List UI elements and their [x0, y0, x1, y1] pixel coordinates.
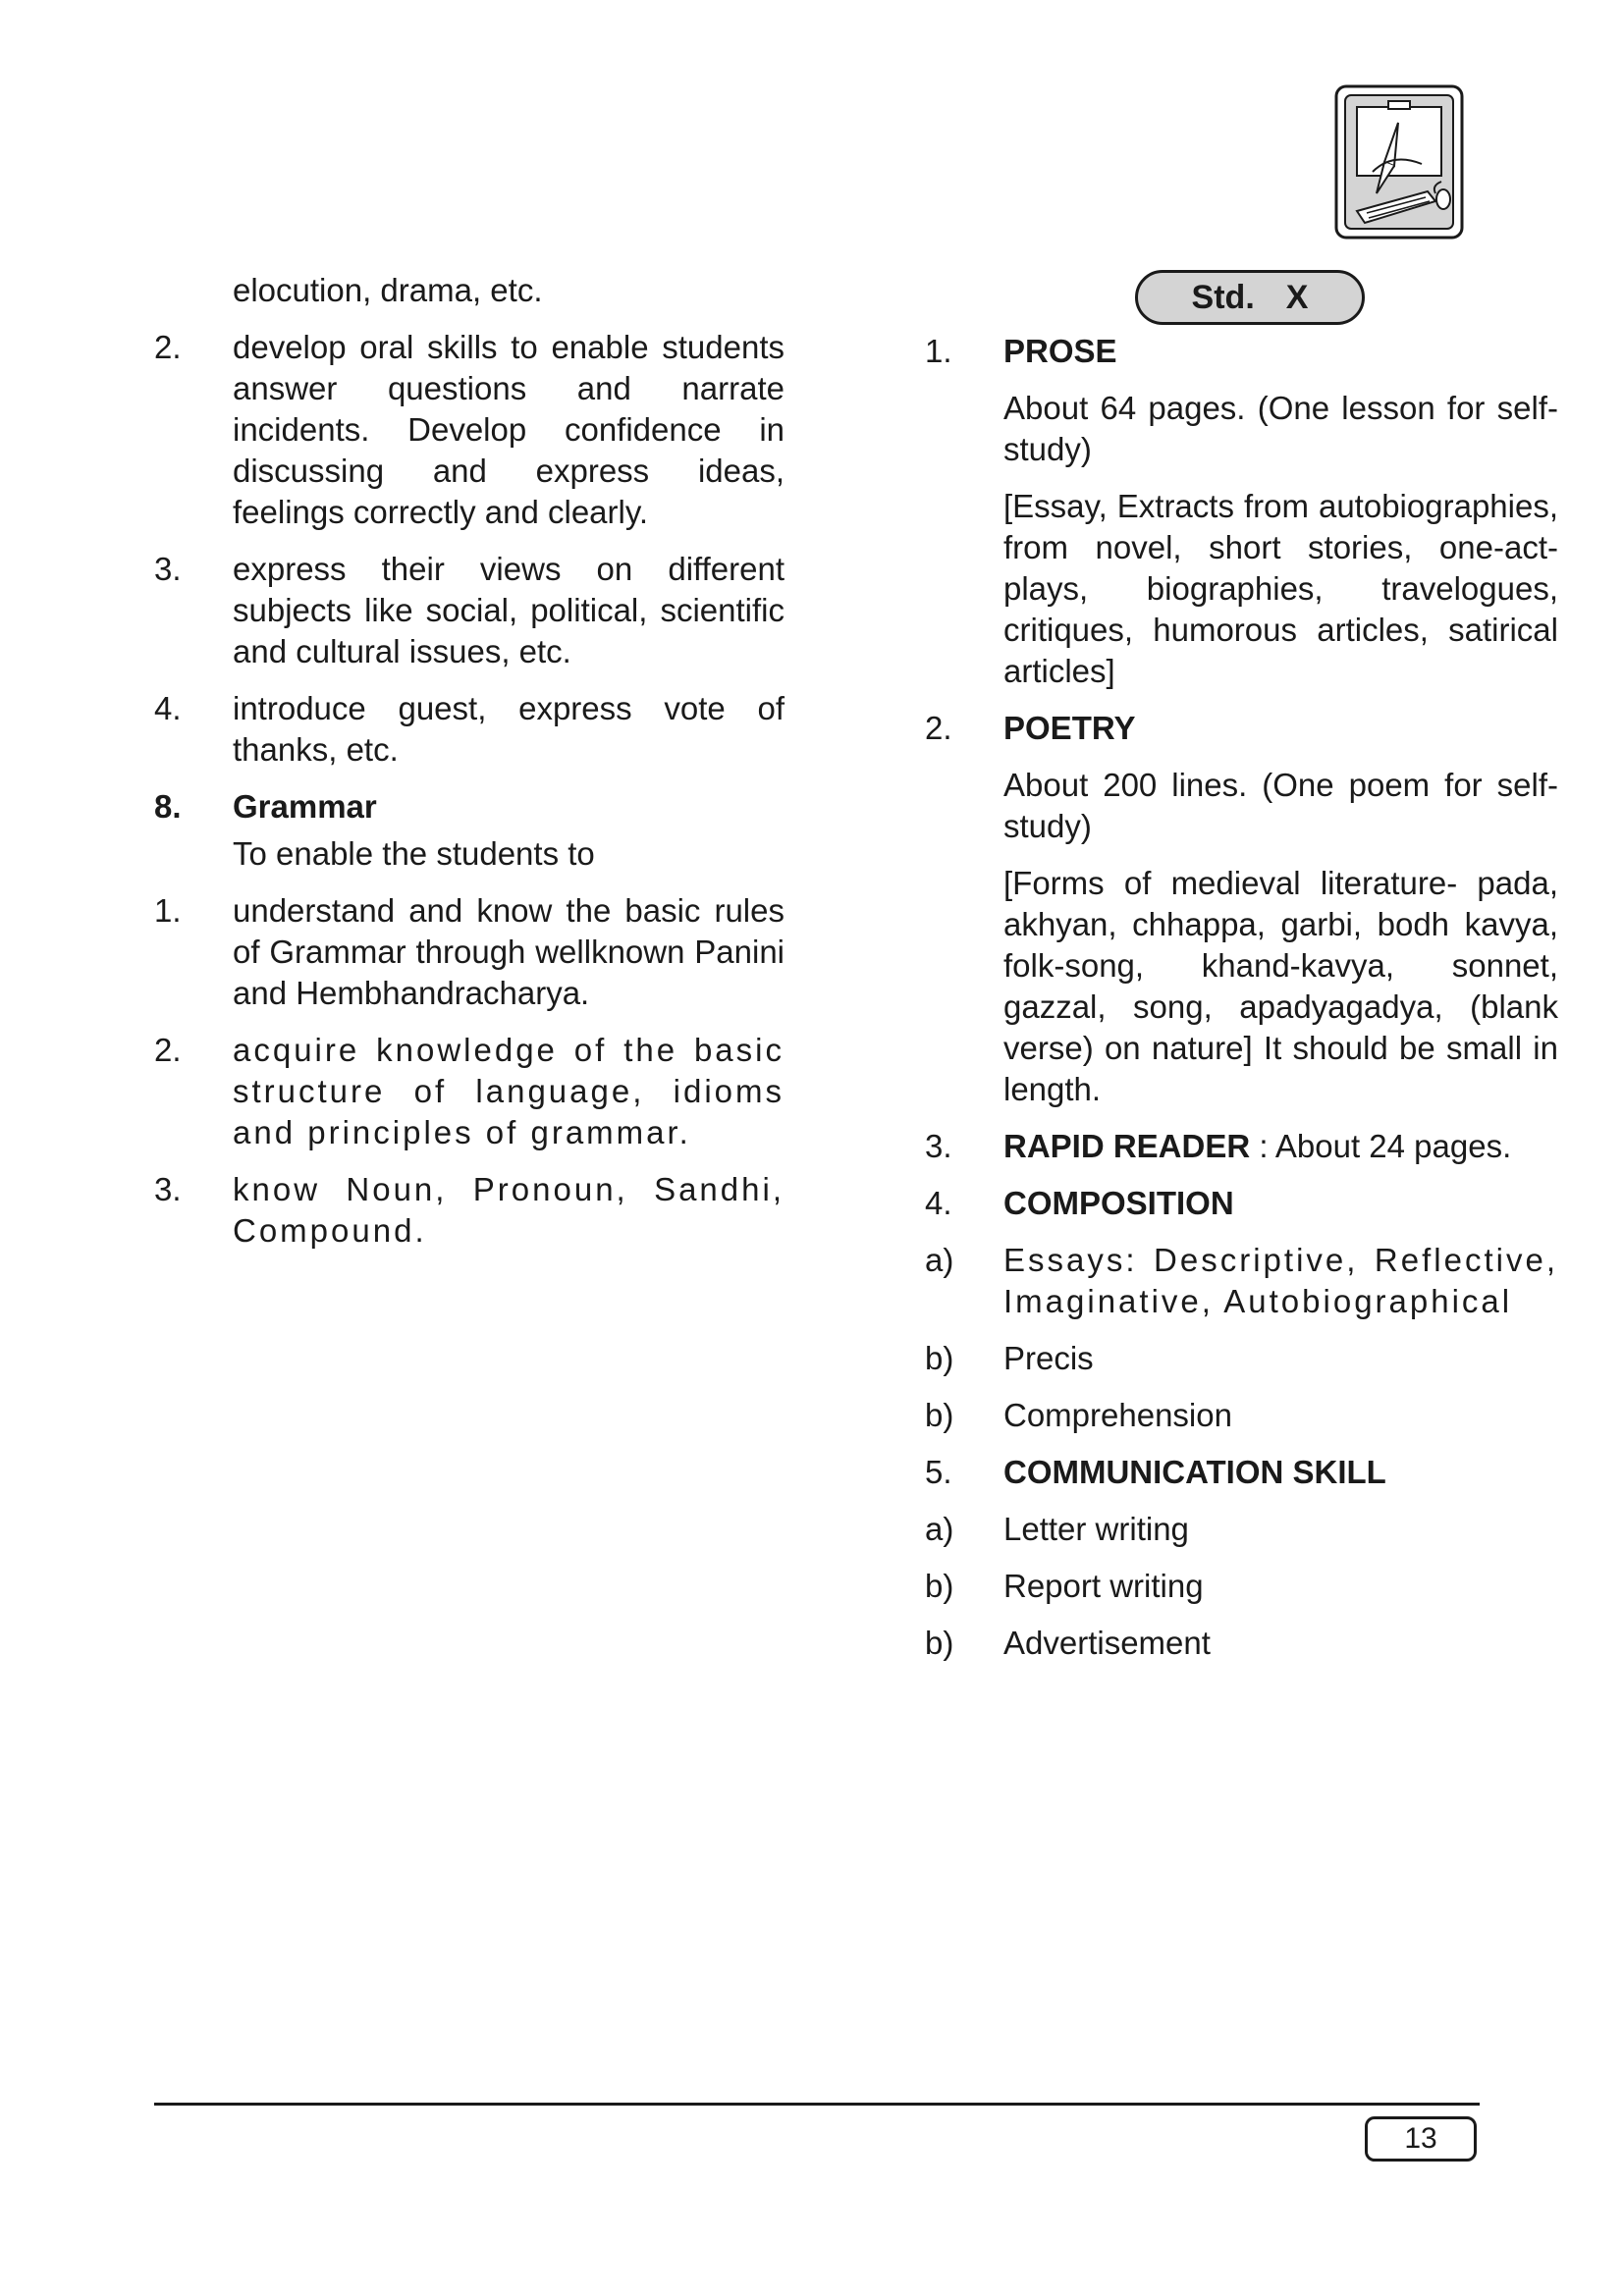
item-text: Comprehension	[1003, 1397, 1232, 1433]
item-text: know Noun, Pronoun, Sandhi, Compound.	[233, 1171, 784, 1249]
list-item	[154, 549, 784, 672]
list-item	[925, 1509, 1558, 1550]
section-heading: COMMUNICATION SKILL	[1003, 1454, 1386, 1490]
list-item	[925, 1623, 1558, 1664]
item-number: 3.	[154, 551, 182, 587]
composition-heading-row	[925, 1183, 1558, 1224]
section-number: 5.	[925, 1454, 952, 1490]
item-text: understand and know the basic rules of Grammar through wellknown Panini and Hembhandracharya.	[233, 892, 784, 1011]
poetry-para-1: About 200 lines. (One poem for self-study)	[1003, 767, 1558, 844]
computer-drawing-icon	[1333, 83, 1465, 240]
list-item	[925, 1338, 1558, 1379]
item-letter: b)	[925, 1568, 954, 1604]
item-text: Essays: Descriptive, Reflective, Imaginative, Autobiographical	[1003, 1242, 1558, 1319]
rapid-reader-row	[925, 1126, 1558, 1167]
item-number: 1.	[154, 892, 182, 929]
left-column	[154, 270, 784, 1267]
item-text: Advertisement	[1003, 1625, 1211, 1661]
section-number: 4.	[925, 1185, 952, 1221]
rapid-reader-line	[1003, 1126, 1558, 1167]
grammar-intro: To enable the students to	[233, 835, 595, 872]
prose-para-2: [Essay, Extracts from autobiographies, from novel, short stories, one-act-plays, biographies, travelogues, critiques, humorous articles, satirical articles]	[1003, 488, 1558, 689]
item-letter: a)	[925, 1242, 954, 1278]
prose-heading-row	[925, 331, 1558, 372]
right-column	[925, 270, 1558, 1680]
item-text: express their views on different subjects like social, political, scientific and cultural issues, etc.	[233, 551, 784, 669]
list-item	[154, 1169, 784, 1252]
std-badge	[1135, 270, 1365, 325]
section-number: 2.	[925, 710, 952, 746]
item-letter: b)	[925, 1340, 954, 1376]
item-number: 3.	[154, 1171, 182, 1207]
item-text: Report writing	[1003, 1568, 1204, 1604]
item-letter: b)	[925, 1625, 954, 1661]
poetry-para-2: [Forms of medieval literature- pada, akhyan, chhappa, garbi, bodh kavya, folk-song, khand-kavya, sonnet, gazzal, song, apadyagadya, (blank verse) on nature] It should be small in length.	[1003, 865, 1558, 1107]
list-item	[154, 890, 784, 1014]
grammar-heading-row	[154, 786, 784, 828]
std-value: X	[1285, 279, 1309, 316]
list-item	[925, 1566, 1558, 1607]
list-item	[154, 688, 784, 771]
item-text: develop oral skills to enable students answer questions and narrate incidents. Develop confidence in discussing and express ideas, feelings correctly and clearly.	[233, 329, 784, 530]
prose-para-1: About 64 pages. (One lesson for self-study)	[1003, 390, 1558, 467]
list-item	[925, 1395, 1558, 1436]
rapid-reader-text: : About 24 pages.	[1250, 1128, 1512, 1164]
section-number: 1.	[925, 333, 952, 369]
item-letter: a)	[925, 1511, 954, 1547]
section-number: 3.	[925, 1128, 952, 1164]
list-item	[154, 327, 784, 533]
item-letter: b)	[925, 1397, 954, 1433]
std-label: Std.	[1191, 279, 1255, 316]
item-number: 2.	[154, 329, 182, 365]
section-heading: Grammar	[233, 788, 377, 825]
footer-rule	[154, 2103, 1480, 2106]
continuation-text: elocution, drama, etc.	[233, 272, 543, 308]
section-number: 8.	[154, 788, 182, 825]
item-number: 2.	[154, 1032, 182, 1068]
communication-heading-row	[925, 1452, 1558, 1493]
item-number: 4.	[154, 690, 182, 726]
section-heading: RAPID READER	[1003, 1128, 1251, 1164]
list-item	[154, 1030, 784, 1153]
item-text: Precis	[1003, 1340, 1094, 1376]
section-heading: COMPOSITION	[1003, 1185, 1234, 1221]
item-text: Letter writing	[1003, 1511, 1189, 1547]
item-text: introduce guest, express vote of thanks, etc.	[233, 690, 784, 768]
item-text: acquire knowledge of the basic structure of language, idioms and principles of grammar.	[233, 1032, 784, 1150]
list-item	[925, 1240, 1558, 1322]
section-heading: POETRY	[1003, 710, 1136, 746]
section-heading: PROSE	[1003, 333, 1117, 369]
page-number: 13	[1365, 2116, 1477, 2162]
poetry-heading-row	[925, 708, 1558, 749]
